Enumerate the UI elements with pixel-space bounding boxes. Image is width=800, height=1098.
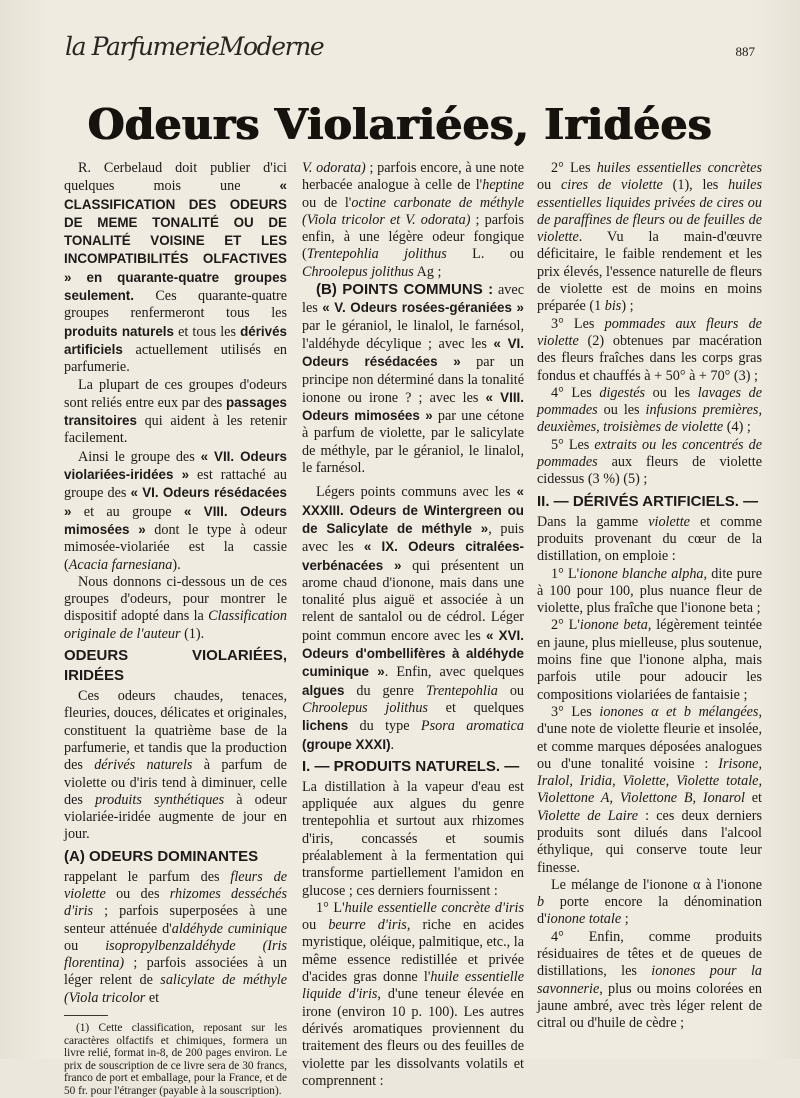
section-heading: I. — PRODUITS NATURELS. — [302, 757, 520, 775]
column-3 [537, 160, 762, 1033]
footnote-text: (1) Cette classification, reposant sur les caractères olfactifs et chimiques, formera un livre relié, format in-8, de 200 pages environ. Le prix de souscription de ce livre sera de 30 francs, franco de port et emballage, pour la France, et de 50 fr. pour l'étranger (payable à la souscription). [64, 1022, 287, 1098]
paragraph: V. odorata) ; parfois encore, à une note herbacée analogue à celle de l'heptine ou de l'octine carbonate de méthyle (Viola tricolor et V. odorata) ; parfois enfin, à une légère odeur fongique (Trentepohlia jolithus L. ou Chroolepus jolithus Ag ; [302, 160, 525, 280]
paragraph: Dans la gamme violette et comme produits provenant du cœur de la distillation, on emploie : [537, 513, 762, 565]
paragraph: 2° Les huiles essentielles concrètes ou cires de violette (1), les huiles essentielles liquides privées de cires ou de paraffines de fleurs ou de feuilles de violette. Vu la main-d'œuvre déficitaire, le faible rendement et les prix élevés, l'essence naturelle de fleurs de violette est de moins en moins préparée (1 bis) ; [537, 160, 762, 315]
paragraph: 3° Les pommades aux fleurs de violette (2) obtenues par macération des fleurs fraîches dans les corps gras fondus et chauffés à + 50° à + 70° (3) ; [537, 315, 762, 384]
paragraph: La distillation à la vapeur d'eau est appliquée aux algues du genre trentepohlia et surtout aux rhizomes d'iris, concassés et soumis préalablement à la fermentation qui transforme partiellement l'amidon en glucose ; ces derniers fournissent : [302, 778, 524, 899]
paragraph: Le mélange de l'ionone α à l'ionone b porte encore la dénomination d'ionone totale ; [537, 876, 762, 928]
section-heading: II. — DÉRIVÉS ARTIFICIELS. — [537, 492, 759, 510]
paragraph: R. Cerbelaud doit publier d'ici quelques mois une « CLASSIFICATION DES ODEURS DE MEME TONALITÉ OU DE TONALITÉ VOISINE ET LES INCOMPATIBILITÉS OLFACTIVES » en quarante-quatre groupes seulement. Ces quarante-quatre groupes renfermeront tous les produits naturels et tous les dérivés artificiels actuellement utilisés en parfumerie. [64, 160, 287, 376]
paragraph: 4° Enfin, comme produits résiduaires de têtes et de queues de distillations, les ionones pour la savonnerie, plus ou moins colorées en jaune ambré, avec très léger relent de citral ou d'huile de cèdre ; [537, 928, 762, 1032]
paragraph: 5° Les extraits ou les concentrés de pommades aux fleurs de violette cidessus (3 %) (5) ; [537, 436, 762, 488]
footnote [64, 1022, 287, 1098]
paragraph: 2° L'ionone beta, légèrement teintée en jaune, plus mielleuse, plus soutenue, moins fine que l'ionone alpha, mais parfois utile pour adoucir les compositions violariées de fantaisie ; [537, 617, 762, 703]
subsection-heading: (A) ODEURS DOMINANTES [64, 847, 259, 865]
paragraph: Légers points communs avec les « XXXIII. Odeurs de Wintergreen ou de Salicylate de méthyle », puis avec les « IX. Odeurs citralées-verbénacées » qui présentent un arome chaud d'ionone, mais dans une tonalité plus aiguë et associée à un relent de santalol ou de cédrol. Léger point commun encore avec les « XVI. Odeurs d'ombellifères à aldéhyde cuminique ». Enfin, avec quelques algues du genre Trentepohlia ou Chroolepus jolithus et quelques lichens du type Psora aromatica (groupe XXXI). [302, 484, 525, 753]
page-number: 887 [735, 44, 755, 59]
paragraph: Ces odeurs chaudes, tenaces, fleuries, douces, délicates et originales, constituent la quatrième base de la parfumerie, et tandis que la production des dérivés naturels à parfum de violette ou d'iris tend à diminuer, celle des produits synthétiques à odeur violariée-iridée augmente de jour en jour. [64, 688, 287, 843]
page-header [65, 28, 755, 68]
journal-logo: la ParfumerieModerne [65, 32, 324, 61]
paragraph: Nous donnons ci-dessous un de ces groupes d'odeurs, pour montrer le dispositif adopté dans la Classification originale de l'auteur (1). [64, 573, 287, 642]
column-2 [302, 160, 524, 1090]
section-heading: ODEURS VIOLARIÉES, IRIDÉES [64, 647, 287, 685]
paragraph: 4° Les digestés ou les lavages de pommades ou les infusions premières, deuxièmes, troisièmes de violette (4) ; [537, 384, 763, 436]
paragraph: 3° Les ionones α et b mélangées, d'une note de violette fleurie et insolée, et comme marques déposées analogues ou d'une tonalité voisine : Irisone, Iralol, Iridia, Violette, Violette totale, Violettone A, Violettone B, Ionarol et Violette de Laire : ces deux derniers produits sont dilués dans l'alcool éthylique, qui conserve toute leur finesse. [537, 703, 762, 876]
paragraph: La plupart de ces groupes d'odeurs sont reliés entre eux par des passages transitoires qui aident à les retenir facilement. [64, 376, 287, 447]
paragraph: 1° L'huile essentielle concrète d'iris ou beurre d'iris, riche en acides myristique, oléique, palmitique, etc., la même essence redistillée et privée d'acides gras donne l'huile essentielle liquide d'iris, d'une teneur élevée en irone (environ 10 p. 100). Les autres dérivés aromatiques proviennent du traitement des fleurs ou des feuilles de violette par les dissolvants volatils et comprennent : [302, 899, 524, 1089]
paragraph: Ainsi le groupe des « VII. Odeurs violariées-iridées » est rattaché au groupe des « VI. Odeurs résédacées » et au groupe « VIII. Odeurs mimosées » dont le type à odeur mimosée-violariée est la cassie (Acacia farnesiana). [64, 448, 288, 573]
column-1 [64, 160, 287, 1098]
paragraph: 1° L'ionone blanche alpha, dite pure à 100 pour 100, plus nuance fleur de violette, plus fraîche que l'ionone beta ; [537, 565, 762, 617]
footnote-divider [64, 1015, 108, 1016]
paragraph: rappelant le parfum des fleurs de violette ou des rhizomes desséchés d'iris ; parfois superposées à une senteur atténuée d'aldéhyde cuminique ou isopropylbenzaldéhyde (Iris florentina) ; parfois associées à un léger relent de salicylate de méthyle (Viola tricolor et [64, 868, 288, 1006]
paragraph: (B) POINTS COMMUNS : avec les « V. Odeurs rosées-géraniées » par le géraniol, le linalol, le farnésol, l'aldéhyde décylique ; avec les « VI. Odeurs résédacées » par un principe non déterminé dans la tonalité ionone ou irone ? ; avec les « VIII. Odeurs mimosées » par une cétone à parfum de violette, par le salicylate de méthyle, par le géraniol, le linalol, le farnésol. [302, 281, 524, 477]
article-title: Odeurs Violariées, Iridées [87, 100, 713, 149]
